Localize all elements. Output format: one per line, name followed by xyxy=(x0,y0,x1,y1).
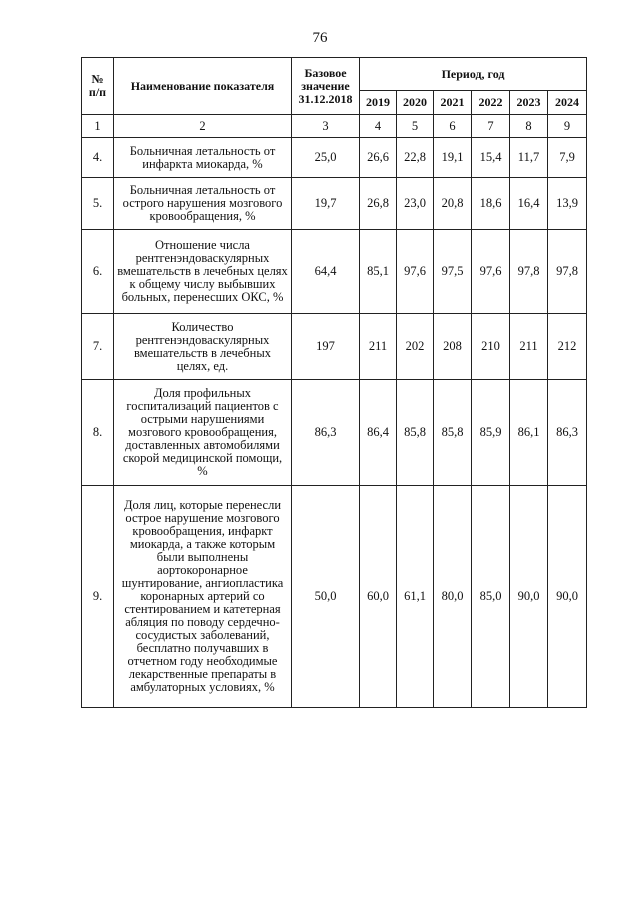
row-value: 61,1 xyxy=(397,486,434,708)
row-value: 85,8 xyxy=(397,380,434,486)
row-name: Больничная летальность от острого нарушения мозгового кровообращения, % xyxy=(114,178,292,230)
row-value: 7,9 xyxy=(548,138,587,178)
column-number: 1 xyxy=(82,115,114,138)
indicators-table xyxy=(81,57,587,708)
column-number: 6 xyxy=(434,115,472,138)
page-number: 76 xyxy=(312,30,328,46)
row-value: 97,8 xyxy=(548,230,587,314)
row-value: 90,0 xyxy=(548,486,587,708)
header-row xyxy=(82,58,587,91)
row-value: 26,8 xyxy=(360,178,397,230)
column-number: 3 xyxy=(292,115,360,138)
row-value: 19,1 xyxy=(434,138,472,178)
row-value: 202 xyxy=(397,314,434,380)
table-row xyxy=(82,138,587,178)
row-value: 212 xyxy=(548,314,587,380)
row-name: Отношение числа рентгенэндоваскулярных вмешательств в лечебных целях к общему числу выбывших больных, перенесших ОКС, % xyxy=(114,230,292,314)
column-number: 8 xyxy=(510,115,548,138)
row-value: 85,8 xyxy=(434,380,472,486)
row-num: 4. xyxy=(82,138,114,178)
row-value: 97,5 xyxy=(434,230,472,314)
table-row xyxy=(82,178,587,230)
row-value: 85,0 xyxy=(472,486,510,708)
row-base: 25,0 xyxy=(292,138,360,178)
table-row xyxy=(82,230,587,314)
row-name: Количество рентгенэндоваскулярных вмешательств в лечебных целях, ед. xyxy=(114,314,292,380)
row-value: 13,9 xyxy=(548,178,587,230)
row-value: 20,8 xyxy=(434,178,472,230)
header-num: № п/п xyxy=(82,58,114,115)
header-base: Базовое значение 31.12.2018 xyxy=(292,58,360,115)
header-year: 2024 xyxy=(548,91,587,115)
row-base: 64,4 xyxy=(292,230,360,314)
row-value: 86,4 xyxy=(360,380,397,486)
row-num: 9. xyxy=(82,486,114,708)
row-value: 11,7 xyxy=(510,138,548,178)
column-number: 7 xyxy=(472,115,510,138)
table-row xyxy=(82,486,587,708)
row-value: 97,6 xyxy=(472,230,510,314)
row-value: 16,4 xyxy=(510,178,548,230)
row-name: Доля лиц, которые перенесли острое нарушение мозгового кровообращения, инфаркт миокарда, а также которым были выполнены аортокоронарное шунтирование, ангиопластика коронарных артерий со стентированием и катетерная абляция по поводу сердечно-сосудистых заболеваний, бесплатно получавших в отчетном году необходимые лекарственные препараты в амбулаторных условиях, % xyxy=(114,486,292,708)
row-base: 19,7 xyxy=(292,178,360,230)
row-value: 85,1 xyxy=(360,230,397,314)
header-year: 2022 xyxy=(472,91,510,115)
column-number: 9 xyxy=(548,115,587,138)
column-number: 4 xyxy=(360,115,397,138)
header-year: 2019 xyxy=(360,91,397,115)
row-value: 23,0 xyxy=(397,178,434,230)
row-value: 86,1 xyxy=(510,380,548,486)
header-year: 2020 xyxy=(397,91,434,115)
row-value: 208 xyxy=(434,314,472,380)
table-row xyxy=(82,380,587,486)
row-value: 18,6 xyxy=(472,178,510,230)
header-name: Наименование показателя xyxy=(114,58,292,115)
column-numbers-row xyxy=(82,115,587,138)
row-num: 6. xyxy=(82,230,114,314)
row-value: 210 xyxy=(472,314,510,380)
row-base: 50,0 xyxy=(292,486,360,708)
row-name: Больничная летальность от инфаркта миокарда, % xyxy=(114,138,292,178)
row-value: 211 xyxy=(510,314,548,380)
row-value: 15,4 xyxy=(472,138,510,178)
row-value: 90,0 xyxy=(510,486,548,708)
row-value: 86,3 xyxy=(548,380,587,486)
column-number: 2 xyxy=(114,115,292,138)
row-num: 8. xyxy=(82,380,114,486)
header-period: Период, год xyxy=(360,58,587,91)
row-num: 5. xyxy=(82,178,114,230)
column-number: 5 xyxy=(397,115,434,138)
row-base: 197 xyxy=(292,314,360,380)
row-value: 26,6 xyxy=(360,138,397,178)
header-year: 2021 xyxy=(434,91,472,115)
row-value: 211 xyxy=(360,314,397,380)
row-value: 80,0 xyxy=(434,486,472,708)
row-value: 60,0 xyxy=(360,486,397,708)
row-value: 97,6 xyxy=(397,230,434,314)
row-value: 85,9 xyxy=(472,380,510,486)
row-base: 86,3 xyxy=(292,380,360,486)
row-value: 97,8 xyxy=(510,230,548,314)
row-name: Доля профильных госпитализаций пациентов с острыми нарушениями мозгового кровообращения, доставленных автомобилями скорой медицинской помощи, % xyxy=(114,380,292,486)
header-year: 2023 xyxy=(510,91,548,115)
row-num: 7. xyxy=(82,314,114,380)
table-row xyxy=(82,314,587,380)
row-value: 22,8 xyxy=(397,138,434,178)
